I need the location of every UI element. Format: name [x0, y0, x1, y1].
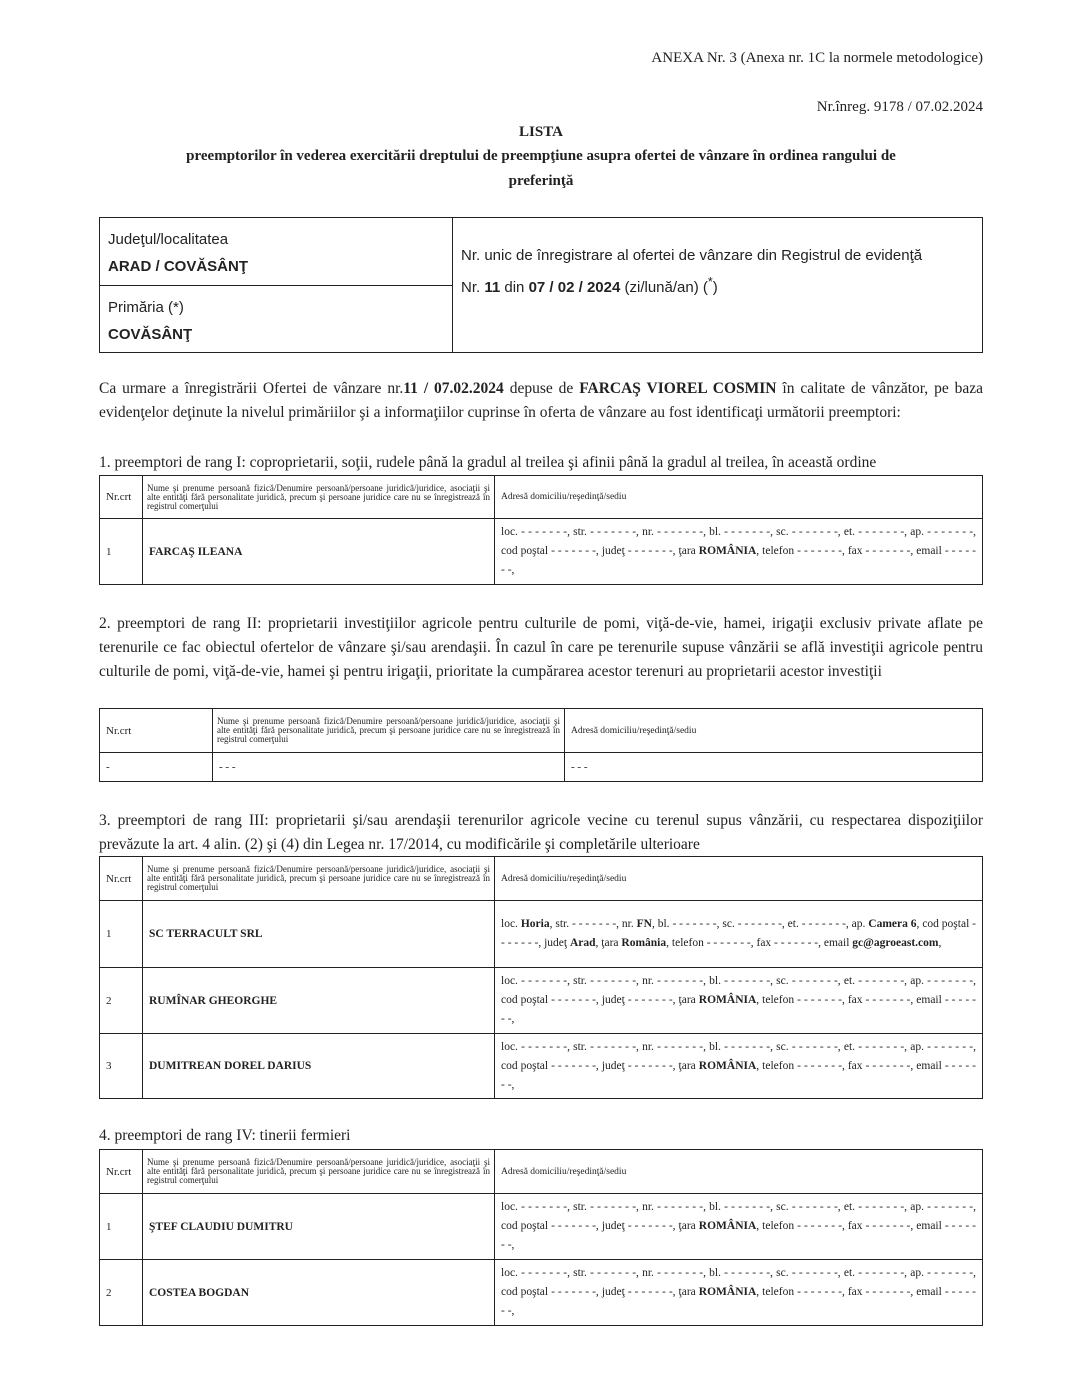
- document-subtitle: preemptorilor în vederea exercitării dreptului de preempţiune asupra ofertei de vânzare în ordinea rangului de: [186, 148, 896, 164]
- preemptor-name: DUMITREAN DOREL DARIUS: [143, 1034, 495, 1099]
- preemptor-address: - - -: [565, 753, 983, 782]
- col-address-header: Adresă domiciliu/reşedinţă/sediu: [495, 1150, 983, 1194]
- row-nr: 1: [100, 519, 143, 585]
- addr-country: ROMÂNIA: [698, 1220, 757, 1232]
- header-box: [99, 217, 983, 353]
- preemptor-name: SC TERRACULT SRL: [143, 901, 495, 968]
- addr-text: , telefon - - - - - - -, fax - - - - - - -, email - - - - - - -,: [501, 1286, 976, 1317]
- document-subtitle-cont: preferinţă: [508, 173, 574, 189]
- section-4-heading: 4. preemptori de rang IV: tinerii fermieri: [99, 1127, 351, 1144]
- table-header-row: [100, 476, 983, 519]
- offer-ref: 11 / 07.02.2024: [403, 380, 504, 397]
- table-row: [100, 1034, 983, 1099]
- intro-text-3: în calitate de vânzător, pe baza evidenţelor deţinute la nivelul primăriilor şi a informaţiilor cuprinse în oferta de vânzare au fost identificaţi următorii preemptori:: [99, 380, 984, 421]
- table-row: [100, 753, 983, 782]
- col-address-header: Adresă domiciliu/reşedinţă/sediu: [495, 476, 983, 519]
- offer-close: ): [712, 279, 718, 296]
- addr-text: , telefon - - - - - - -, fax - - - - - - -, email: [666, 937, 853, 949]
- addr-text: loc. - - - - - - -, str. - - - - - - -, nr. - - - - - - -, bl. - - - - - - -, sc. - - - - - - -, et. - - - - - - -, ap. - - - - - - -, cod poştal - - - - - - -, judeţ - - - - - - -, ţara: [501, 1201, 976, 1232]
- preemptor-name: - - -: [213, 753, 565, 782]
- row-nr: 1: [100, 901, 143, 968]
- annex-label: ANEXA Nr. 3 (Anexa nr. 1C la normele metodologice): [651, 50, 983, 66]
- preemptor-address: [495, 1260, 983, 1326]
- addr-county: Arad: [569, 937, 596, 949]
- offer-nr-prefix: Nr.: [461, 279, 481, 296]
- section-3-heading: 3. preemptori de rang III: proprietarii şi/sau arendaşii terenurilor agricole vecine cu terenul supus vânzării, cu respectarea dispoziţiilor prevăzute la art. 4 alin. (2) şi (4) din Legea nr. 17/2014, cu modificările şi completările ulterioare: [99, 812, 983, 853]
- section-2-table: [99, 708, 983, 782]
- row-nr: 2: [100, 968, 143, 1034]
- addr-country: ROMÂNIA: [698, 1059, 757, 1072]
- addr-country: ROMÂNIA: [698, 1286, 757, 1298]
- addr-text: , cod poştal - - - - - - -, judeţ: [501, 918, 977, 949]
- col-name-header: Nume şi prenume persoană fizică/Denumire persoană/persoane juridică/juridice, asociaţii şi alte entităţi fără personalitate juridică, precum şi persoane juridice care nu se înregistrează în registrul comerţului: [213, 709, 565, 753]
- addr-text: loc. - - - - - - -, str. - - - - - - -, nr. - - - - - - -, bl. - - - - - - -, sc. - - - - - - -, et. - - - - - - -, ap. - - - - - - -, cod poştal - - - - - - -, judeţ - - - - - - -, ţara: [501, 1040, 976, 1072]
- addr-email: gc@agroeast.com: [852, 937, 939, 949]
- preemptor-name: ŞTEF CLAUDIU DUMITRU: [143, 1194, 495, 1260]
- addr-text: , ţara: [595, 937, 622, 949]
- registration-number: Nr.înreg. 9178 / 07.02.2024: [816, 99, 983, 115]
- table-header-row: [100, 709, 983, 753]
- county-value: ARAD / COVĂSÂNŢ: [108, 258, 249, 275]
- col-nr-header: Nr.crt: [100, 857, 143, 901]
- county-label: Judeţul/localitatea: [108, 231, 229, 248]
- offer-din: din: [504, 279, 525, 296]
- col-nr-header: Nr.crt: [100, 1150, 143, 1194]
- addr-text: ,: [938, 937, 942, 949]
- county-cell: [100, 218, 452, 286]
- preemptor-name: FARCAŞ ILEANA: [143, 519, 495, 585]
- preemptor-address: [495, 1034, 983, 1099]
- table-row: [100, 968, 983, 1034]
- offer-date: 07 / 02 / 2024: [528, 279, 621, 296]
- section-4-table: [99, 1149, 983, 1326]
- offer-registration-label: Nr. unic de înregistrare al ofertei de vânzare din Registrul de evidenţă: [461, 247, 923, 264]
- header-left: [100, 218, 453, 352]
- addr-text: loc. - - - - - - -, str. - - - - - - -, nr. - - - - - - -, bl. - - - - - - -, sc. - - - - - - -, et. - - - - - - -, ap. - - - - - - -, cod poştal - - - - - - -, judeţ - - - - - - -, ţara: [501, 526, 976, 557]
- document-title: LISTA: [519, 124, 563, 140]
- intro-text-1: Ca urmare a înregistrării Ofertei de vânzare nr.: [99, 380, 404, 397]
- addr-number: FN: [636, 918, 652, 930]
- addr-country: România: [621, 937, 667, 949]
- row-nr: -: [100, 753, 213, 782]
- intro-paragraph: [99, 377, 983, 425]
- row-nr: 3: [100, 1034, 143, 1099]
- addr-text: , telefon - - - - - - -, fax - - - - - - -, email - - - - - - -,: [501, 1059, 976, 1091]
- preemptor-address: [495, 1194, 983, 1260]
- section-1-heading: 1. preemptori de rang I: coproprietarii, soţii, rudele până la gradul al treilea şi afinii până la gradul al treilea, în această ordine: [99, 454, 877, 471]
- col-name-header: Nume şi prenume persoană fizică/Denumire persoană/persoane juridică/juridice, asociaţii şi alte entităţi fără personalitate juridică, precum şi persoane juridice care nu se înregistrează în registrul comerţului: [143, 1150, 495, 1194]
- row-nr: 2: [100, 1260, 143, 1326]
- table-header-row: [100, 1150, 983, 1194]
- preemptor-address: [495, 901, 983, 968]
- table-row: [100, 901, 983, 968]
- addr-text: , telefon - - - - - - -, fax - - - - - - -, email - - - - - - -,: [501, 1220, 976, 1251]
- offer-registration-cell: [453, 218, 982, 352]
- addr-locality: Horia: [520, 918, 550, 930]
- preemptor-name: COSTEA BOGDAN: [143, 1260, 495, 1326]
- addr-text: loc. - - - - - - -, str. - - - - - - -, nr. - - - - - - -, bl. - - - - - - -, sc. - - - - - - -, et. - - - - - - -, ap. - - - - - - -, cod poştal - - - - - - -, judeţ - - - - - - -, ţara: [501, 1267, 976, 1298]
- col-nr-header: Nr.crt: [100, 476, 143, 519]
- preemptor-name: RUMÎNAR GHEORGHE: [143, 968, 495, 1034]
- offer-star: *: [707, 275, 713, 289]
- table-row: [100, 519, 983, 585]
- addr-apartment: Camera 6: [868, 918, 917, 930]
- col-name-header: Nume şi prenume persoană fizică/Denumire persoană/persoane juridică/juridice, asociaţii şi alte entităţi fără personalitate juridică, precum şi persoane juridice care nu se înregistrează în registrul comerţului: [143, 857, 495, 901]
- preemptor-address: [495, 519, 983, 585]
- row-nr: 1: [100, 1194, 143, 1260]
- addr-text: , telefon - - - - - - -, fax - - - - - - -, email - - - - - - -,: [501, 994, 976, 1025]
- addr-text: loc.: [501, 918, 521, 930]
- addr-country: ROMÂNIA: [698, 994, 757, 1006]
- col-nr-header: Nr.crt: [100, 709, 213, 753]
- col-address-header: Adresă domiciliu/reşedinţă/sediu: [565, 709, 983, 753]
- col-address-header: Adresă domiciliu/reşedinţă/sediu: [495, 857, 983, 901]
- intro-text-2: depuse de: [503, 380, 580, 397]
- seller-name: FARCAŞ VIOREL COSMIN: [579, 380, 777, 397]
- townhall-label: Primăria (*): [108, 299, 184, 316]
- addr-country: ROMÂNIA: [698, 545, 757, 557]
- addr-text: , str. - - - - - - -, nr.: [549, 918, 637, 930]
- townhall-cell: [100, 286, 452, 352]
- preemptor-address: [495, 968, 983, 1034]
- offer-date-suffix: (zi/lună/an) (: [624, 279, 708, 296]
- townhall-value: COVĂSÂNŢ: [108, 326, 193, 343]
- addr-text: , telefon - - - - - - -, fax - - - - - - -, email - - - - - - -,: [501, 545, 976, 576]
- section-1-table: [99, 475, 983, 585]
- table-row: [100, 1194, 983, 1260]
- table-row: [100, 1260, 983, 1326]
- section-2-heading: 2. preemptori de rang II: proprietarii investiţiilor agricole pentru culturile de pomi, viţă-de-vie, hamei, irigaţii exclusiv private aflate pe terenurile ce fac obiectul ofertelor de vânzare şi/sau arendaşii. În cazul în care pe terenurile supuse vânzării se află investiţii agricole pentru culturile de pomi, viţă-de-vie, hamei şi pentru irigaţii, prioritate la cumpărarea acestor terenuri au proprietarii acestor investiţii: [99, 615, 983, 680]
- section-3-table: [99, 856, 983, 1099]
- addr-text: loc. - - - - - - -, str. - - - - - - -, nr. - - - - - - -, bl. - - - - - - -, sc. - - - - - - -, et. - - - - - - -, ap. - - - - - - -, cod poştal - - - - - - -, judeţ - - - - - - -, ţara: [501, 975, 976, 1006]
- offer-number: 11: [484, 279, 501, 296]
- table-header-row: [100, 857, 983, 901]
- addr-text: , bl. - - - - - - -, sc. - - - - - - -, et. - - - - - - -, ap.: [651, 918, 869, 930]
- col-name-header: Nume şi prenume persoană fizică/Denumire persoană/persoane juridică/juridice, asociaţii şi alte entităţi fără personalitate juridică, precum şi persoane juridice care nu se înregistrează în registrul comerţului: [143, 476, 495, 519]
- offer-number-line: [461, 269, 974, 301]
